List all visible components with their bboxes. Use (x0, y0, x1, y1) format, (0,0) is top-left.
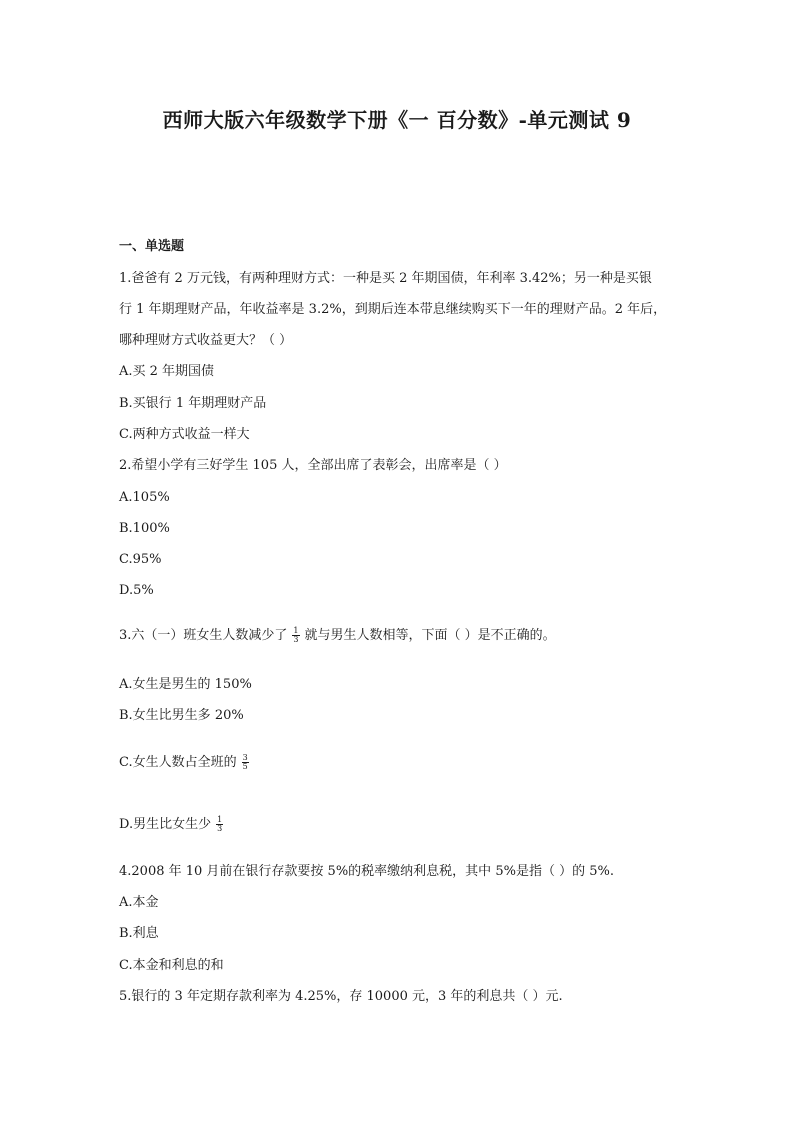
question-1-option-c: C.两种方式收益一样大 (119, 427, 250, 442)
question-3-option-c-text: C.女生人数占全班的 (119, 755, 237, 770)
question-3-option-d-text: D.男生比女生少 (119, 817, 212, 832)
question-1-line-1: 1.爸爸有 2 万元钱，有两种理财方式：一种是买 2 年期国债，年利率 3.42%；另一种是买银 (119, 271, 652, 286)
fraction-one-third (292, 627, 299, 644)
question-1-option-a: A.买 2 年期国债 (119, 364, 215, 379)
question-3-stem-pre: 3.六（一）班女生人数减少了 (119, 628, 288, 643)
page-title: 西师大版六年级数学下册《一 百分数》-单元测试 9 (162, 108, 632, 132)
question-3-stem-post: 就与男生人数相等，下面（ ）是不正确的。 (304, 628, 556, 643)
question-3-stem (119, 627, 556, 645)
question-5-stem: 5.银行的 3 年定期存款利率为 4.25%，存 10000 元，3 年的利息共（ ）元. (119, 989, 563, 1004)
question-3-option-d (119, 816, 228, 834)
question-1-line-2: 行 1 年期理财产品，年收益率是 3.2%，到期后连本带息继续购买下一年的理财产品。2 年后， (119, 302, 667, 317)
fraction-numerator: 1 (217, 815, 223, 824)
question-3-option-b: B.女生比男生多 20% (119, 708, 244, 723)
fraction-numerator: 3 (242, 753, 248, 762)
question-2-option-c: C.95% (119, 552, 162, 567)
fraction-numerator: 1 (293, 626, 299, 635)
section-heading: 一、单选题 (119, 239, 185, 254)
question-4-option-a: A.本金 (119, 895, 159, 910)
question-3-option-c (119, 754, 254, 772)
question-1-line-3: 哪种理财方式收益更大？（ ） (119, 333, 293, 348)
question-3-option-a: A.女生是男生的 150% (119, 677, 252, 692)
question-4-option-c: C.本金和利息的和 (119, 958, 224, 973)
question-4-option-b: B.利息 (119, 926, 159, 941)
fraction-denominator: 3 (217, 824, 223, 833)
question-2-option-b: B.100% (119, 521, 170, 536)
fraction-one-third-d (216, 816, 223, 833)
question-2-option-d: D.5% (119, 583, 154, 598)
question-4-stem: 4.2008 年 10 月前在银行存款要按 5%的税率缴纳利息税，其中 5%是指（ ）的 5%. (119, 864, 614, 879)
fraction-denominator: 5 (242, 762, 248, 771)
fraction-three-fifths (242, 754, 249, 771)
question-1-option-b: B.买银行 1 年期理财产品 (119, 396, 267, 411)
fraction-denominator: 3 (293, 635, 299, 644)
question-2-option-a: A.105% (119, 490, 170, 505)
question-2-stem: 2.希望小学有三好学生 105 人，全部出席了表彰会，出席率是（ ） (119, 458, 507, 473)
